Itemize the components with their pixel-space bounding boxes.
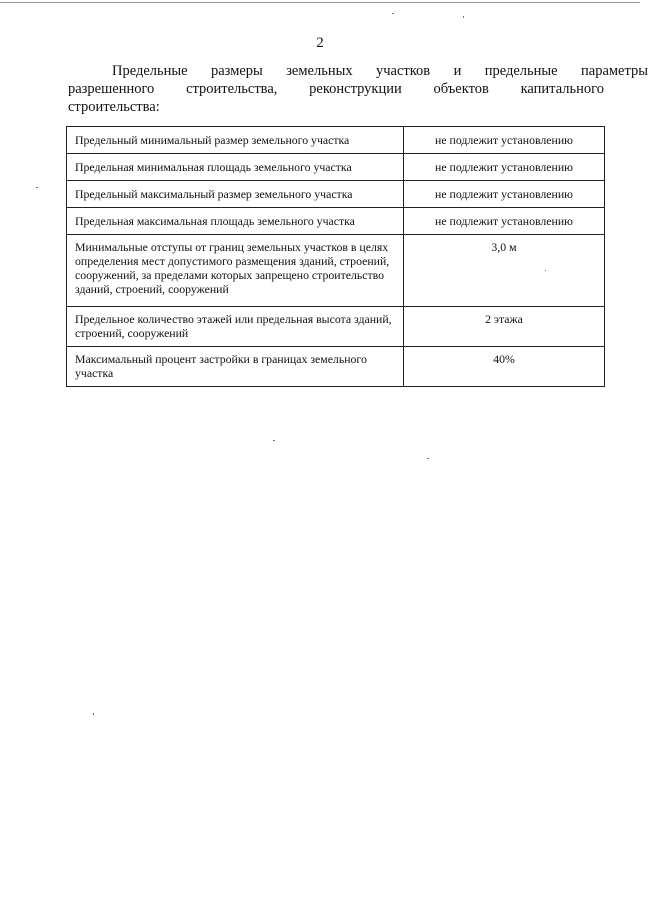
table-row (67, 208, 605, 235)
intro-paragraph (68, 62, 648, 116)
scan-speck (273, 440, 275, 441)
intro-word: Предельные (112, 63, 188, 79)
parameters-table (66, 126, 605, 387)
parameter-value: не подлежит установлению (404, 154, 605, 181)
parameter-name: Предельный минимальный размер земельного участка (67, 127, 404, 154)
parameter-value: 3,0 м (404, 235, 605, 307)
intro-line-2 (68, 80, 604, 98)
intro-word: строительства, (186, 81, 278, 97)
table-row (67, 154, 605, 181)
scan-speck (93, 713, 94, 715)
intro-word: разрешенного (68, 81, 155, 97)
table-row (67, 347, 605, 387)
parameter-name: Предельная минимальная площадь земельного участка (67, 154, 404, 181)
page-number: 2 (316, 35, 324, 51)
table-row (67, 127, 605, 154)
scan-speck (36, 187, 38, 188)
scan-speck (392, 13, 394, 14)
table-row (67, 307, 605, 347)
intro-word: размеры (210, 63, 263, 79)
intro-word: участков (376, 63, 431, 79)
intro-word: предельные (484, 63, 558, 79)
parameter-value: 40% (404, 347, 605, 387)
intro-word: капитального (520, 81, 604, 97)
parameter-name: Предельный максимальный размер земельного участка (67, 181, 404, 208)
scan-edge-line (0, 2, 640, 3)
scan-speck (463, 16, 464, 18)
scan-speck (427, 458, 429, 459)
parameter-value: 2 этажа (404, 307, 605, 347)
table-row (67, 235, 605, 307)
intro-line-3: строительства: (68, 99, 160, 115)
intro-word: земельных (286, 63, 353, 79)
parameter-name: Предельная максимальная площадь земельного участка (67, 208, 404, 235)
parameter-value: не подлежит установлению (404, 208, 605, 235)
intro-line-1 (68, 62, 648, 80)
intro-word: реконструкции (309, 81, 402, 97)
intro-word: параметры (581, 63, 648, 79)
table-row (67, 181, 605, 208)
parameter-name: Предельное количество этажей или предельная высота зданий, строений, сооружений (67, 307, 404, 347)
parameter-value: не подлежит установлению (404, 181, 605, 208)
intro-word: и (453, 63, 462, 79)
intro-word: объектов (433, 81, 489, 97)
parameter-name: Максимальный процент застройки в границах земельного участка (67, 347, 404, 387)
parameter-value: не подлежит установлению (404, 127, 605, 154)
parameter-name: Минимальные отступы от границ земельных участков в целях определения мест допустимого размещения зданий, строений, сооружений, за пределами которых запрещено строительство зданий, строений, сооружений (67, 235, 404, 307)
